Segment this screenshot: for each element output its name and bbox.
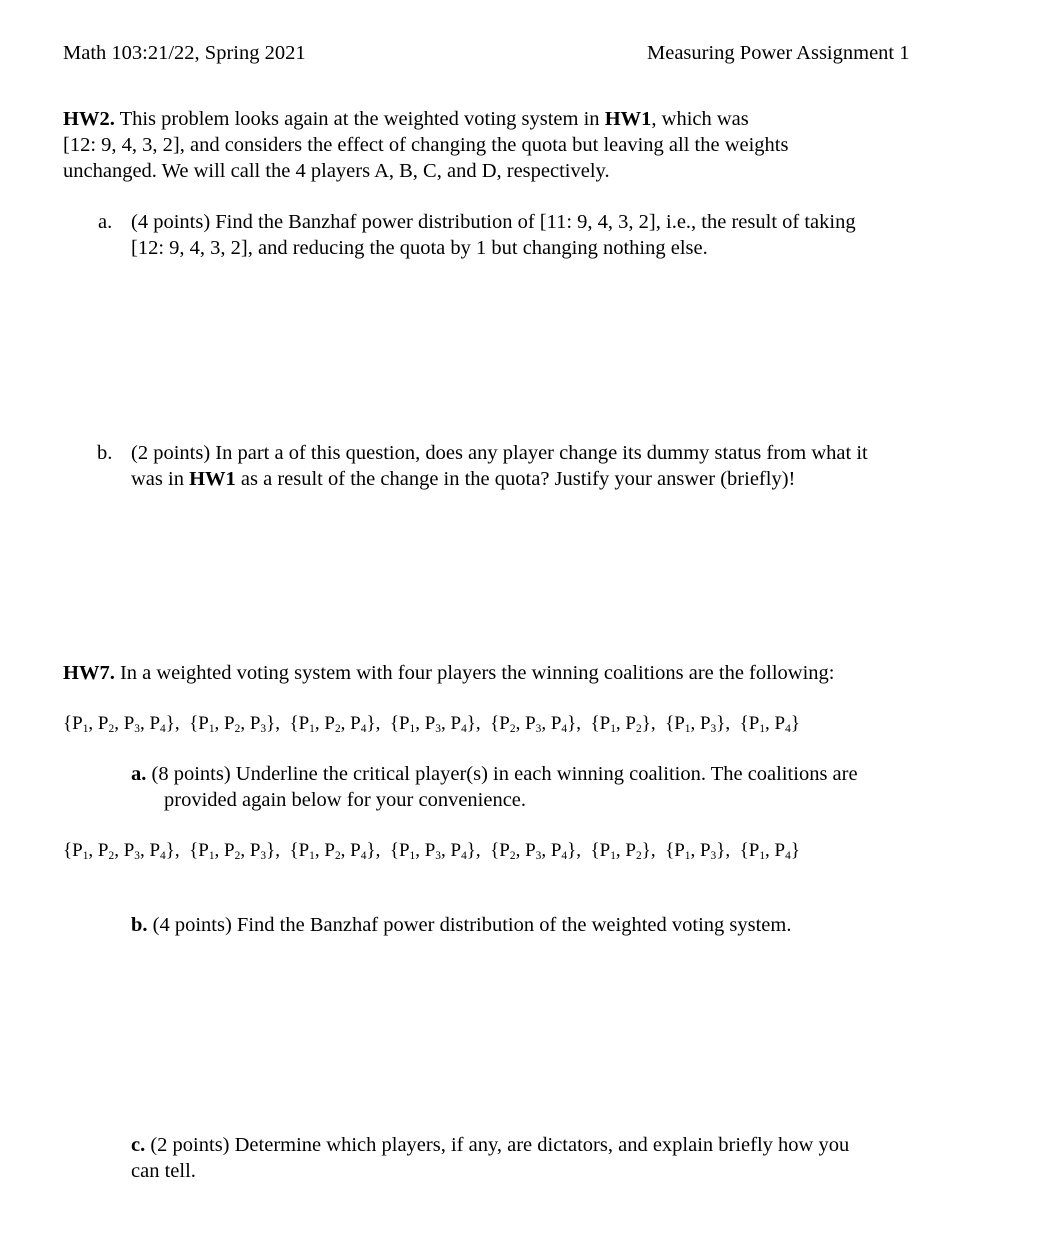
player-token[interactable]: $P_1$ [198,840,215,862]
hw2-line-1 [63,106,749,132]
coalition-set: {$P_1$, $P_2$, $P_3$} [189,713,276,735]
player-token[interactable]: $P_1$ [398,713,416,735]
player-token[interactable]: $P_4$ [350,713,367,735]
coalition-list-2: {$P_1$, $P_2$, $P_3$, $P_4$}, {$P_1$, $P_2$, $P_3$}, {$P_1$, $P_2$, $P_4$}, {$P_1$, $P_3$, $P_4$}, {$P_2$, $P_3$, $P_4$}, {$P_1$, $P_2$}, {$P_1$, $P_3$}, {$P_1$, $P_4$} [63,840,800,862]
hw7-c-line-1 [131,1132,849,1158]
header-left: Math 103:21/22, Spring 2021 [63,42,306,64]
hw2-label: HW2. [63,108,115,130]
player-token[interactable]: $P_1$ [674,713,691,735]
hw7-b-line [131,912,791,938]
hw7-b-text: (4 points) Find the Banzhaf power distribution of the weighted voting system. [147,914,792,936]
player-token[interactable]: $P_2$ [224,713,241,735]
player-token[interactable]: $P_4$ [550,713,568,735]
player-token[interactable]: $P_1$ [748,713,766,735]
header-right: Measuring Power Assignment 1 [647,42,910,64]
hw7-b-label: b. [131,914,148,936]
player-token[interactable]: $P_1$ [298,713,315,735]
player-token[interactable]: $P_3$ [424,840,441,862]
hw7-label: HW7. [63,662,115,684]
coalition-set: {$P_1$, $P_3$, $P_4$} [389,713,476,735]
coalition-set: {$P_1$, $P_3$, $P_4$} [389,840,476,862]
hw7-a-line-2: provided again below for your convenience. [164,789,527,811]
hw2-b-line-2 [131,466,795,492]
hw7-a-text: (8 points) Underline the critical player(s) in each winning coalition. The coalitions are [146,763,858,785]
player-token[interactable]: $P_3$ [699,840,717,862]
coalition-set: {$P_1$, $P_3$} [665,840,726,862]
player-token[interactable]: $P_3$ [123,713,140,735]
player-token[interactable]: $P_4$ [450,713,467,735]
coalition-set: {$P_1$, $P_3$} [665,713,726,735]
player-token[interactable]: $P_3$ [249,840,267,862]
player-token[interactable]: $P_2$ [625,840,642,862]
hw7-intro-line [63,660,834,686]
hw2-b-label: b. [97,442,113,464]
hw2-b-text-end: as a result of the change in the quota? Justify your answer (briefly)! [235,468,796,490]
hw2-line-3: unchanged. We will call the 4 players A, B, C, and D, respectively. [63,160,610,182]
player-token[interactable]: $P_2$ [324,713,341,735]
coalition-set: {$P_1$, $P_2$, $P_3$, $P_4$} [63,713,175,735]
hw2-b-text: was in [131,468,190,490]
player-token[interactable]: $P_4$ [149,840,166,862]
coalition-list-1: {$P_1$, $P_2$, $P_3$, $P_4$}, {$P_1$, $P_2$, $P_3$}, {$P_1$, $P_2$, $P_4$}, {$P_1$, $P_3$, $P_4$}, {$P_2$, $P_3$, $P_4$}, {$P_1$, $P_2$}, {$P_1$, $P_3$}, {$P_1$, $P_4$} [63,713,800,735]
hw2-b-line-1: (2 points) In part a of this question, does any player change its dummy status from what it [131,442,868,464]
player-token[interactable]: $P_1$ [599,840,616,862]
player-token[interactable]: $P_1$ [198,713,215,735]
player-token[interactable]: $P_3$ [699,713,717,735]
hw2-intro-text: This problem looks again at the weighted voting system in [114,108,605,130]
coalition-set: {$P_1$, $P_2$, $P_4$} [289,840,376,862]
player-token[interactable]: $P_1$ [599,713,616,735]
hw7-c-label: c. [131,1134,146,1156]
coalition-set: {$P_1$, $P_2$, $P_4$} [289,713,376,735]
coalition-set: {$P_2$, $P_3$, $P_4$} [490,713,577,735]
player-token[interactable]: $P_2$ [499,840,516,862]
hw7-intro-text: In a weighted voting system with four players the winning coalitions are the following: [114,662,835,684]
hw7-a-label: a. [131,763,147,785]
player-token[interactable]: $P_3$ [123,840,140,862]
coalition-set: {$P_2$, $P_3$, $P_4$} [490,840,577,862]
player-token[interactable]: $P_2$ [625,713,642,735]
coalition-set: {$P_1$, $P_4$} [739,840,800,862]
player-token[interactable]: $P_2$ [499,713,516,735]
player-token[interactable]: $P_1$ [674,840,691,862]
coalition-set: {$P_1$, $P_2$, $P_3$, $P_4$} [63,840,175,862]
player-token[interactable]: $P_1$ [72,840,89,862]
player-token[interactable]: $P_2$ [97,840,115,862]
player-token[interactable]: $P_3$ [424,713,441,735]
hw7-c-text: (2 points) Determine which players, if any, are dictators, and explain briefly how you [145,1134,850,1156]
hw2-intro-text-end: , which was [651,108,749,130]
coalition-set: {$P_1$, $P_2$} [590,713,651,735]
player-token[interactable]: $P_4$ [550,840,568,862]
player-token[interactable]: $P_3$ [525,713,542,735]
player-token[interactable]: $P_4$ [450,840,467,862]
hw2-ref: HW1 [604,108,652,130]
player-token[interactable]: $P_4$ [774,713,791,735]
hw2-line-2: [12: 9, 4, 3, 2], and considers the effect of changing the quota but leaving all the weights [63,134,789,156]
player-token[interactable]: $P_4$ [149,713,166,735]
hw2-a-line-2: [12: 9, 4, 3, 2], and reducing the quota by 1 but changing nothing else. [131,237,708,259]
player-token[interactable]: $P_1$ [748,840,766,862]
player-token[interactable]: $P_1$ [298,840,315,862]
coalition-set: {$P_1$, $P_2$} [590,840,651,862]
player-token[interactable]: $P_1$ [72,713,89,735]
coalition-set: {$P_1$, $P_4$} [739,713,800,735]
player-token[interactable]: $P_1$ [398,840,416,862]
player-token[interactable]: $P_3$ [249,713,267,735]
hw2-b-ref: HW1 [189,468,236,490]
hw7-a-line-1 [131,761,858,787]
hw2-a-line-1: (4 points) Find the Banzhaf power distribution of [11: 9, 4, 3, 2], i.e., the result of taking [131,211,856,233]
player-token[interactable]: $P_2$ [224,840,241,862]
player-token[interactable]: $P_2$ [324,840,341,862]
player-token[interactable]: $P_4$ [774,840,791,862]
hw2-a-label: a. [98,211,113,233]
player-token[interactable]: $P_4$ [350,840,367,862]
hw7-c-line-2: can tell. [131,1160,196,1182]
coalition-set: {$P_1$, $P_2$, $P_3$} [189,840,276,862]
player-token[interactable]: $P_2$ [97,713,115,735]
player-token[interactable]: $P_3$ [525,840,542,862]
